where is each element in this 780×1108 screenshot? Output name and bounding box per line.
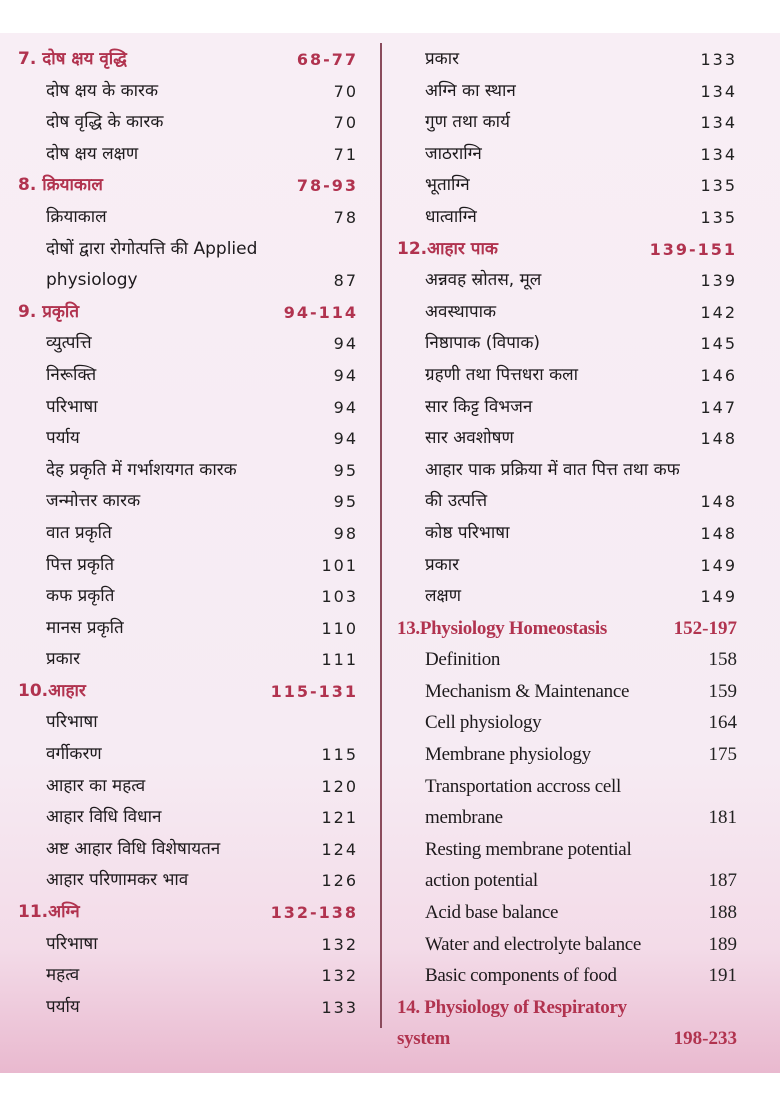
toc-entry-title: कफ प्रकृति [46, 586, 115, 607]
toc-entry-page: 71 [333, 144, 358, 164]
toc-entry-title: आहार पाक प्रक्रिया में वात पित्त तथा कफ [425, 459, 680, 480]
toc-entry [395, 360, 745, 392]
toc-entry-title: 13.Physiology Homeostasis [397, 617, 607, 639]
toc-entry [395, 265, 745, 297]
toc-entry-title: Basic components of food [425, 965, 617, 987]
toc-chapter-heading [16, 297, 366, 329]
toc-chapter-heading [395, 613, 745, 645]
toc-entry-title: प्रकार [46, 649, 81, 670]
toc-entry [16, 76, 366, 108]
toc-entry-page: 188 [708, 902, 737, 924]
toc-entry-title: membrane [425, 807, 503, 829]
toc-entry [16, 455, 366, 487]
toc-entry-title: Resting membrane potential [425, 838, 632, 860]
toc-entry [16, 992, 366, 1024]
toc-entry [16, 360, 366, 392]
toc-entry [16, 328, 366, 360]
toc-chapter-heading [395, 992, 745, 1024]
toc-entry-page: 132 [321, 966, 358, 986]
toc-entry-page: 134 [700, 81, 737, 101]
toc-entry-page: 133 [700, 50, 737, 69]
toc-entry-title: मानस प्रकृति [46, 617, 124, 638]
toc-right-column [395, 44, 745, 1055]
toc-entry [16, 644, 366, 676]
toc-chapter-heading [395, 234, 745, 266]
toc-entry-title: action potential [425, 870, 538, 892]
toc-entry [395, 328, 745, 360]
toc-entry-page: 94 [333, 429, 358, 449]
toc-entry-title: वर्गीकरण [46, 744, 102, 765]
toc-entry-title: निरूक्ति [46, 364, 97, 385]
toc-entry-page: 95 [333, 492, 358, 512]
toc-entry [395, 107, 745, 139]
toc-entry-title: दोषों द्वारा रोगोत्पत्ति की Applied [46, 238, 258, 259]
toc-entry-page: 139 [700, 271, 737, 291]
toc-entry-page: 134 [700, 113, 737, 133]
toc-entry-title: दोष क्षय लक्षण [46, 143, 139, 164]
toc-entry [395, 76, 745, 108]
toc-entry [16, 202, 366, 234]
toc-entry [16, 423, 366, 455]
toc-entry [395, 865, 745, 897]
toc-entry [16, 613, 366, 645]
toc-chapter-heading [16, 897, 366, 929]
toc-entry [395, 802, 745, 834]
toc-entry-title: 10.आहार [18, 680, 86, 701]
toc-entry [395, 834, 745, 866]
toc-entry-title: Cell physiology [425, 712, 542, 734]
toc-entry [16, 550, 366, 582]
toc-entry-page: 101 [321, 555, 358, 575]
toc-entry-title: जाठराग्नि [425, 143, 482, 164]
toc-entry-title: परिभाषा [46, 396, 98, 417]
toc-entry-title: दोष वृद्धि के कारक [46, 112, 164, 133]
toc-entry-title: परिभाषा [46, 933, 98, 954]
toc-entry-page: 164 [708, 712, 737, 734]
toc-entry-page: 146 [700, 365, 737, 385]
toc-entry [16, 865, 366, 897]
toc-entry-page: 110 [321, 618, 358, 638]
toc-entry-page: 181 [708, 807, 737, 829]
toc-entry-title: देह प्रकृति में गर्भाशयगत कारक [46, 459, 237, 480]
toc-entry [395, 581, 745, 613]
toc-entry [16, 265, 366, 297]
toc-entry-title: आहार का महत्व [46, 775, 146, 796]
toc-entry-title: Membrane physiology [425, 744, 591, 766]
toc-entry-page: 159 [708, 680, 737, 702]
toc-entry [16, 707, 366, 739]
toc-entry-page: 70 [333, 113, 358, 133]
toc-entry [395, 644, 745, 676]
toc-entry-title: अन्नवह स्रोतस, मूल [425, 270, 542, 291]
toc-entry-title: क्रियाकाल [46, 206, 107, 227]
toc-entry-title: अग्नि का स्थान [425, 80, 516, 101]
toc-entry [395, 739, 745, 771]
toc-entry-title: 8. क्रियाकाल [18, 175, 103, 196]
toc-entry [395, 44, 745, 76]
toc-entry-title: धात्वाग्नि [425, 206, 477, 227]
toc-entry-page: 132 [321, 934, 358, 954]
toc-entry-page: 148 [700, 429, 737, 449]
toc-entry-title: 11.अग्नि [18, 902, 80, 923]
toc-entry-page: 175 [708, 744, 737, 766]
toc-entry-title: system [397, 1028, 451, 1050]
toc-entry [16, 960, 366, 992]
toc-entry-page: 142 [700, 302, 737, 322]
toc-entry-page: 189 [708, 933, 737, 955]
toc-entry-page: 126 [321, 871, 358, 891]
toc-entry-page: 111 [321, 650, 358, 670]
toc-entry-title: पर्याय [46, 428, 80, 449]
toc-entry-title: 7. दोष क्षय वृद्धि [18, 49, 127, 69]
toc-entry [395, 897, 745, 929]
toc-entry [16, 139, 366, 171]
toc-entry-title: physiology [46, 270, 138, 291]
toc-entry-title: लक्षण [425, 586, 462, 607]
toc-entry [16, 518, 366, 550]
toc-entry-page: 158 [708, 649, 737, 671]
toc-entry-title: सार अवशोषण [425, 428, 514, 449]
toc-entry-page: 87 [333, 271, 358, 291]
toc-entry-title: Water and electrolyte balance [425, 933, 642, 955]
toc-entry-title: गुण तथा कार्य [425, 112, 510, 133]
toc-entry-title: पित्त प्रकृति [46, 554, 115, 575]
toc-chapter-heading [16, 676, 366, 708]
toc-entry-page: 70 [333, 81, 358, 101]
toc-page [0, 33, 780, 1073]
toc-entry-page: 147 [700, 397, 737, 417]
toc-entry [395, 960, 745, 992]
toc-entry-title: कोष्ठ परिभाषा [425, 522, 510, 543]
toc-entry-title: Mechanism & Maintenance [425, 680, 630, 702]
toc-entry-title: निष्ठापाक (विपाक) [425, 333, 541, 354]
toc-entry-page: 115 [321, 745, 358, 765]
toc-entry-page: 145 [700, 334, 737, 354]
toc-entry-page: 94-114 [283, 302, 358, 322]
toc-entry [16, 929, 366, 961]
toc-entry-page: 95 [333, 460, 358, 480]
toc-entry [395, 771, 745, 803]
toc-entry-title: दोष क्षय के कारक [46, 80, 159, 101]
toc-entry-title: की उत्पत्ति [425, 491, 488, 512]
toc-entry-page: 149 [700, 587, 737, 607]
toc-entry [16, 802, 366, 834]
toc-entry-page: 133 [321, 997, 358, 1017]
toc-entry-page: 78 [333, 207, 358, 227]
toc-entry-page: 132-138 [270, 903, 358, 923]
toc-entry-page: 120 [321, 776, 358, 796]
toc-entry [395, 518, 745, 550]
toc-entry-page: 135 [700, 176, 737, 196]
toc-entry [16, 107, 366, 139]
toc-entry-page: 98 [333, 523, 358, 543]
toc-entry-page: 152-197 [673, 617, 737, 639]
toc-entry-page: 134 [700, 144, 737, 164]
toc-entry-title: वात प्रकृति [46, 522, 112, 543]
toc-entry-title: जन्मोत्तर कारक [46, 491, 141, 512]
toc-entry-title: 14. Physiology of Respiratory [397, 996, 627, 1018]
toc-entry-title: भूताग्नि [425, 175, 470, 196]
toc-chapter-heading [16, 44, 366, 76]
toc-entry-page: 94 [333, 365, 358, 385]
toc-entry-title: पर्याय [46, 996, 80, 1017]
toc-entry [395, 676, 745, 708]
toc-entry-page: 78-93 [296, 176, 358, 196]
toc-entry [395, 707, 745, 739]
toc-entry [16, 486, 366, 518]
toc-entry [395, 139, 745, 171]
toc-entry-title: महत्व [46, 965, 80, 986]
toc-entry-page: 135 [700, 207, 737, 227]
toc-entry [395, 550, 745, 582]
toc-entry-title: Definition [425, 649, 501, 671]
toc-entry [395, 486, 745, 518]
toc-entry-title: परिभाषा [46, 712, 98, 733]
toc-entry [395, 170, 745, 202]
toc-entry-title: ग्रहणी तथा पित्तधरा कला [425, 364, 579, 385]
toc-entry [16, 581, 366, 613]
toc-entry-page: 94 [333, 334, 358, 354]
toc-entry-page: 149 [700, 555, 737, 575]
toc-entry-title: प्रकार [425, 554, 460, 575]
toc-entry-title: अष्ट आहार विधि विशेषायतन [46, 838, 221, 859]
toc-entry [395, 297, 745, 329]
toc-entry [395, 455, 745, 487]
toc-entry [16, 392, 366, 424]
toc-entry-page: 198-233 [673, 1028, 737, 1050]
toc-entry-title: व्युत्पत्ति [46, 333, 92, 354]
toc-entry-page: 94 [333, 397, 358, 417]
toc-entry-page: 148 [700, 523, 737, 543]
column-divider [380, 43, 382, 1028]
toc-entry-title: सार किट्ट विभजन [425, 396, 533, 417]
toc-entry [16, 771, 366, 803]
toc-entry-page: 121 [321, 808, 358, 828]
toc-entry-title: अवस्थापाक [425, 301, 497, 322]
toc-entry-page: 139-151 [649, 239, 737, 259]
toc-entry-title: Acid base balance [425, 902, 559, 924]
toc-entry-page: 187 [708, 870, 737, 892]
toc-entry-page: 68-77 [296, 50, 358, 69]
toc-chapter-heading [16, 170, 366, 202]
toc-entry-title: प्रकार [425, 49, 460, 69]
toc-left-column [16, 44, 366, 1023]
toc-entry [395, 202, 745, 234]
toc-entry-page: 103 [321, 587, 358, 607]
toc-entry-page: 115-131 [270, 681, 358, 701]
toc-entry-title: आहार परिणामकर भाव [46, 870, 189, 891]
toc-entry-title: Transportation accross cell [425, 775, 621, 797]
toc-entry-title: आहार विधि विधान [46, 807, 162, 828]
toc-entry-page: 124 [321, 839, 358, 859]
toc-entry [16, 834, 366, 866]
toc-entry [395, 929, 745, 961]
toc-entry [16, 739, 366, 771]
toc-entry [395, 392, 745, 424]
toc-entry [16, 234, 366, 266]
toc-chapter-heading [395, 1023, 745, 1055]
toc-entry [395, 423, 745, 455]
toc-entry-page: 191 [708, 965, 737, 987]
toc-entry-page: 148 [700, 492, 737, 512]
toc-entry-title: 9. प्रकृति [18, 301, 80, 322]
toc-entry-title: 12.आहार पाक [397, 238, 498, 259]
